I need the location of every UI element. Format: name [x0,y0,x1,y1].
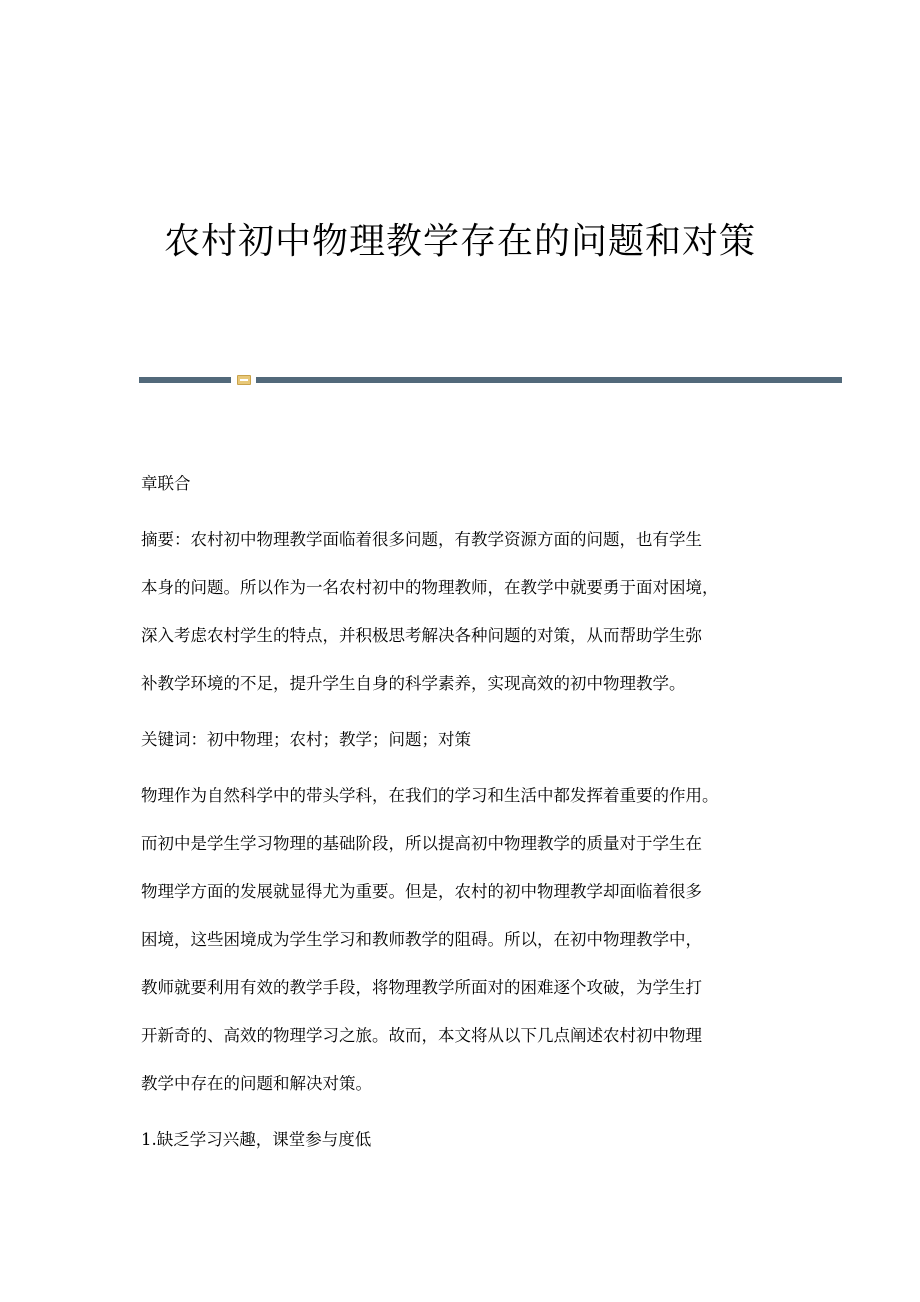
divider-bar-right [256,377,842,383]
abstract-line: 深入考虑农村学生的特点，并积极思考解决各种问题的对策，从而帮助学生弥 [141,626,702,645]
title-divider [139,374,842,386]
body-line: 开新奇的、高效的物理学习之旅。故而，本文将从以下几点阐述农村初中物理 [141,1026,702,1045]
author-name: 章联合 [141,474,191,493]
body-line: 教师就要利用有效的教学手段，将物理教学所面对的困难逐个攻破，为学生打 [141,978,702,997]
body-line: 物理学方面的发展就显得尤为重要。但是，农村的初中物理教学却面临着很多 [141,882,702,901]
abstract-line: 摘要：农村初中物理教学面临着很多问题，有教学资源方面的问题，也有学生 [141,530,702,549]
body-line: 物理作为自然科学中的带头学科，在我们的学习和生活中都发挥着重要的作用。 [141,786,719,805]
abstract-line: 本身的问题。所以作为一名农村初中的物理教师，在教学中就要勇于面对困境， [141,578,719,597]
divider-bar-left [139,377,231,383]
document-title: 农村初中物理教学存在的问题和对策 [163,221,756,262]
body-line: 而初中是学生学习物理的基础阶段，所以提高初中物理教学的质量对于学生在 [141,834,702,853]
section-heading: 1.缺乏学习兴趣，课堂参与度低 [141,1130,372,1149]
body-line: 困境，这些困境成为学生学习和教师教学的阻碍。所以，在初中物理教学中， [141,930,702,949]
abstract-line: 补教学环境的不足，提升学生自身的科学素养，实现高效的初中物理教学。 [141,674,686,693]
body-line: 教学中存在的问题和解决对策。 [141,1074,372,1093]
divider-ornament-icon [237,375,251,385]
keywords: 关键词：初中物理；农村；教学；问题；对策 [141,730,471,749]
